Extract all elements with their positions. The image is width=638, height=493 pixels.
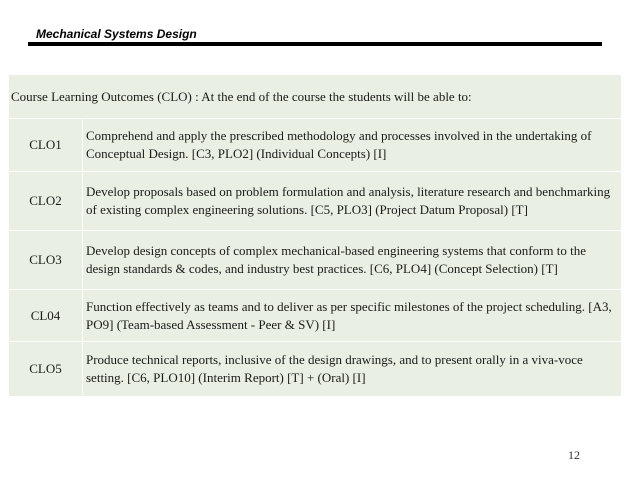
page-number: 12 (568, 448, 580, 462)
clo-code: CL04 (9, 290, 83, 342)
table-header-row (9, 75, 622, 119)
title-rule (28, 42, 602, 46)
clo-description: Develop proposals based on problem formulation and analysis, literature research and benchmarking of existing complex engineering solutions. [C5, PLO3] (Project Datum Proposal) [T] (83, 172, 622, 231)
table-header: Course Learning Outcomes (CLO) : At the end of the course the students will be able to: (9, 75, 622, 119)
table-row (9, 290, 622, 342)
clo-code: CLO2 (9, 172, 83, 231)
table-row (9, 231, 622, 290)
clo-description: Develop design concepts of complex mechanical-based engineering systems that conform to the design standards & codes, and industry best practices. [C6, PLO4] (Concept Selection) [T] (83, 231, 622, 290)
table-row (9, 119, 622, 172)
clo-table (8, 74, 622, 397)
table-row (9, 342, 622, 397)
clo-code: CLO5 (9, 342, 83, 397)
table-row (9, 172, 622, 231)
slide-title: Mechanical Systems Design (36, 27, 197, 41)
clo-description: Function effectively as teams and to deliver as per specific milestones of the project scheduling. [A3, PO9] (Team-based Assessment - Peer & SV) [I] (83, 290, 622, 342)
clo-code: CLO3 (9, 231, 83, 290)
clo-code: CLO1 (9, 119, 83, 172)
clo-description: Comprehend and apply the prescribed methodology and processes involved in the undertaking of Conceptual Design. [C3, PLO2] (Individual Concepts) [I] (83, 119, 622, 172)
clo-description: Produce technical reports, inclusive of the design drawings, and to present orally in a viva-voce setting. [C6, PLO10] (Interim Report) [T] + (Oral) [I] (83, 342, 622, 397)
